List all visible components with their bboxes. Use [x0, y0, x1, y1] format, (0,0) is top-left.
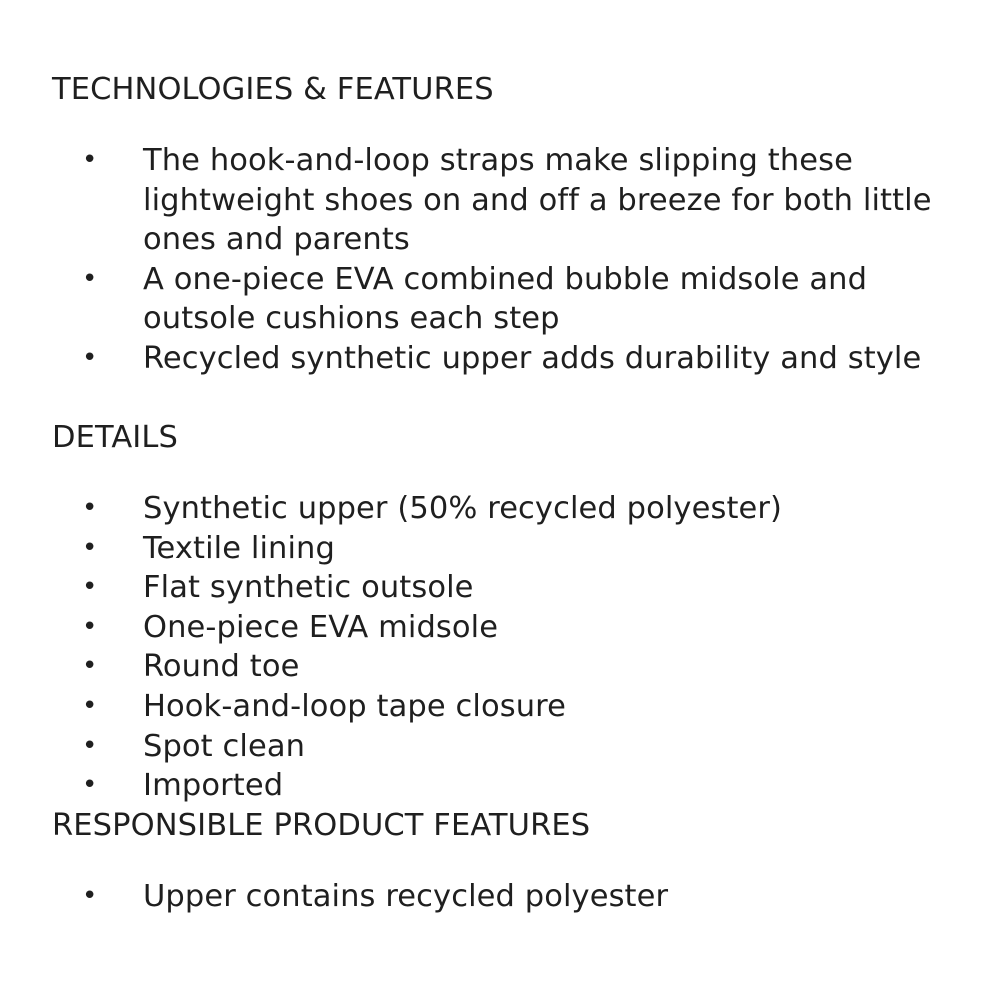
list-item [0, 529, 1000, 569]
list-item-text: Synthetic upper (50% recycled polyester) [143, 491, 783, 526]
list-item-text: Round toe [143, 649, 300, 685]
list-item [0, 608, 1000, 648]
technologies-features-list [0, 141, 1000, 379]
bullet-icon: • [82, 342, 98, 373]
list-item [0, 141, 1000, 260]
bullet-icon: • [82, 493, 98, 523]
list-item-text: One-piece EVA midsole [143, 609, 499, 645]
bullet-icon: • [82, 690, 98, 721]
list-item-text: A one-piece EVA combined bubble midsole and outsole cushions each step [143, 261, 868, 337]
responsible-product-features-list [0, 877, 1000, 917]
list-item-text: Imported [143, 768, 284, 804]
bullet-icon: • [82, 770, 98, 801]
list-item-text: Recycled synthetic upper adds durability and style [143, 340, 922, 376]
list-item [0, 260, 1000, 339]
bullet-icon: • [82, 730, 98, 761]
bullet-icon: • [82, 881, 98, 911]
bullet-icon: • [82, 611, 98, 642]
list-item [0, 339, 1000, 379]
list-item-text: Hook-and-loop tape closure [143, 688, 566, 724]
bullet-icon: • [82, 263, 98, 294]
details-list [0, 489, 1000, 806]
list-item-text: Spot clean [143, 728, 306, 764]
bullet-icon: • [82, 651, 98, 682]
bullet-icon: • [82, 532, 98, 563]
bullet-icon: • [82, 572, 98, 603]
section-heading-responsible-product-features: RESPONSIBLE PRODUCT FEATURES [52, 808, 591, 843]
list-item [0, 647, 1000, 687]
list-item [0, 489, 1000, 529]
list-item [0, 766, 1000, 806]
section-heading-technologies-features: TECHNOLOGIES & FEATURES [52, 72, 494, 107]
list-item [0, 568, 1000, 608]
list-item-text: The hook-and-loop straps make slipping these lightweight shoes on and off a breeze for both little ones and parents [143, 143, 932, 258]
bullet-icon: • [82, 145, 98, 175]
list-item-text: Textile lining [143, 530, 335, 566]
list-item-text: Flat synthetic outsole [143, 570, 474, 606]
list-item [0, 877, 1000, 917]
list-item-text: Upper contains recycled polyester [143, 879, 669, 914]
list-item [0, 727, 1000, 767]
section-heading-details: DETAILS [52, 420, 178, 455]
list-item [0, 687, 1000, 727]
